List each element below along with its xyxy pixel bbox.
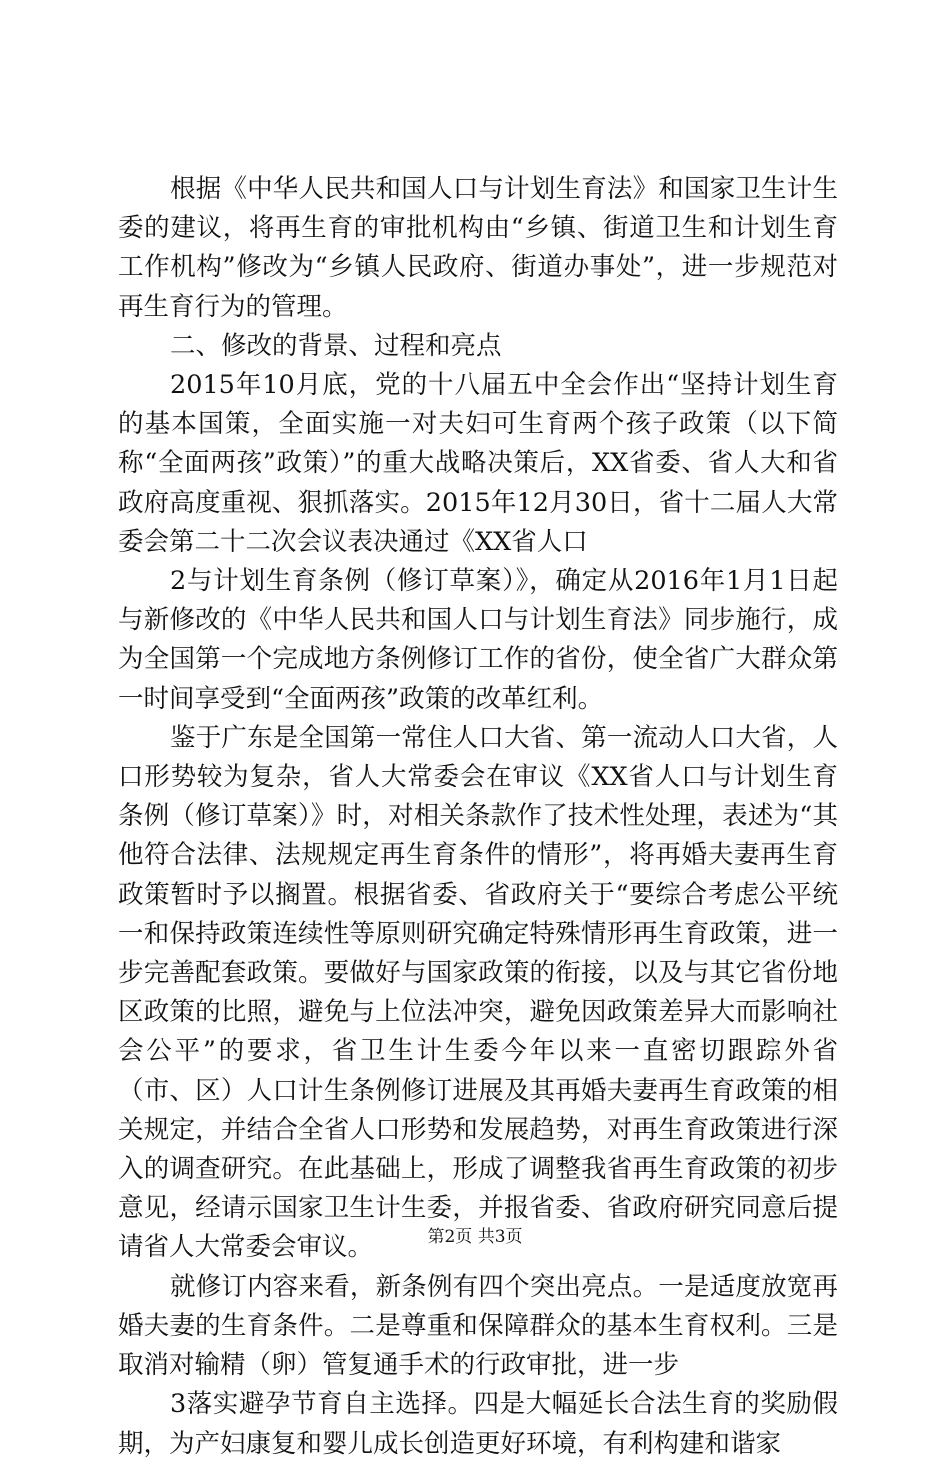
section-heading-background: 二、修改的背景、过程和亮点 xyxy=(170,330,502,361)
paragraph-highlights: 就修订内容来看，新条例有四个突出亮点。一是适度放宽再婚夫妻的生育条件。二是尊重和保障群众的基本生育权利。三是取消对输精（卵）管复通手术的行政审批，进一步 xyxy=(118,1271,838,1381)
paragraph-policy-background: 2015年10月底，党的十八届五中全会作出“坚持计划生育的基本国策，全面实施一对夫妇可生育两个孩子政策（以下简称“全面两孩”政策）”的重大战略决策后，XX省委、省人大和省政府高度重视、狠抓落实。2015年12月30日，省十二届人大常委会第二十二次会议表决通过《XX省人口 xyxy=(118,370,838,557)
document-body xyxy=(118,170,838,1464)
paragraph-approval-authority: 根据《中华人民共和国人口与计划生育法》和国家卫生计生委的建议，将再生育的审批机构由“乡镇、街道卫生和计划生育工作机构”修改为“乡镇人民政府、街道办事处”，进一步规范对再生育行为的管理。 xyxy=(118,174,838,322)
paragraph-remarriage-policy: 鉴于广东是全国第一常住人口大省、第一流动人口大省，人口形势较为复杂，省人大常委会在审议《XX省人口与计划生育条例（修订草案）》时，对相关条款作了技术性处理，表述为“其他符合法律、法规规定再生育条件的情形”，将再婚夫妻再生育政策暂时予以搁置。根据省委、省政府关于“要综合考虑公平统一和保持政策连续性等原则研究确定特殊情形再生育政策，进一步完善配套政策。要做好与国家政策的衔接，以及与其它省份地区政策的比照，避免与上位法冲突，避免因政策差异大而影响社会公平”的要求，省卫生计生委今年以来一直密切跟踪外省（市、区）人口计生条例修订进展及其再婚夫妻再生育政策的相关规定，并结合全省人口形势和发展趋势，对再生育政策进行深入的调查研究。在此基础上，形成了调整我省再生育政策的初步意见，经请示国家卫生计生委，并报省委、省政府研究同意后提请省人大常委会审议。 xyxy=(118,722,838,1263)
page-footer: 第2页 共3页 xyxy=(427,1227,523,1247)
paragraph-regulation-passed: 2与计划生育条例（修订草案）》，确定从2016年1月1日起与新修改的《中华人民共和国人口与计划生育法》同步施行，成为全国第一个完成地方条例修订工作的省份，使全省广大群众第一时间享受到“全面两孩”政策的改革红利。 xyxy=(118,566,838,714)
paragraph-highlights-continued: 3落实避孕节育自主选择。四是大幅延长合法生育的奖励假期，为产妇康复和婴儿成长创造更好环境，有利构建和谐家 xyxy=(118,1389,838,1459)
